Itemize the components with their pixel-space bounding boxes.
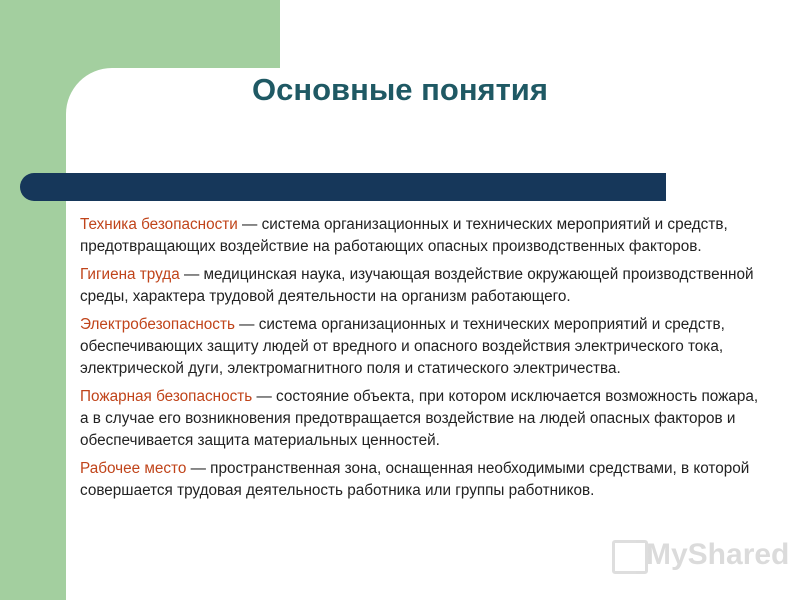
definition-text: — система организационных и технических мероприятий и средств, предотвращающих воздействие на работающих опасных производственных факторов. [80,216,728,255]
definition-item [80,386,760,452]
definition-item [80,314,760,380]
watermark-logo [612,536,790,576]
definition-item [80,458,760,502]
watermark-text: MyShared [646,538,790,571]
definition-term: Пожарная безопасность [80,388,253,405]
title-underline-bar [20,173,666,201]
definition-item [80,264,760,308]
definition-text: — пространственная зона, оснащенная необходимыми средствами, в которой совершается трудовая деятельность работника или группы работников. [80,460,750,499]
definition-term: Электробезопасность [80,316,235,333]
slide-title: Основные понятия [252,72,548,107]
definition-text: — медицинская наука, изучающая воздействие окружающей производственной среды, характера трудовой деятельности на организм работающего. [80,266,754,305]
presentation-icon [612,540,648,574]
definition-term: Рабочее место [80,460,187,477]
definition-text: — система организационных и технических мероприятий и средств, обеспечивающих защиту людей от вредного и опасного воздействия электрического тока, электрической дуги, электромагнитного поля и статического электричества. [80,316,725,377]
definition-term: Техника безопасности [80,216,238,233]
definition-term: Гигиена труда [80,266,180,283]
definition-text: — состояние объекта, при котором исключается возможность пожара, а в случае его возникновения предотвращается воздействие на людей опасных факторов и обеспечивается защита материальных ценностей. [80,388,759,449]
definition-item [80,214,760,258]
definitions-list [80,214,760,508]
